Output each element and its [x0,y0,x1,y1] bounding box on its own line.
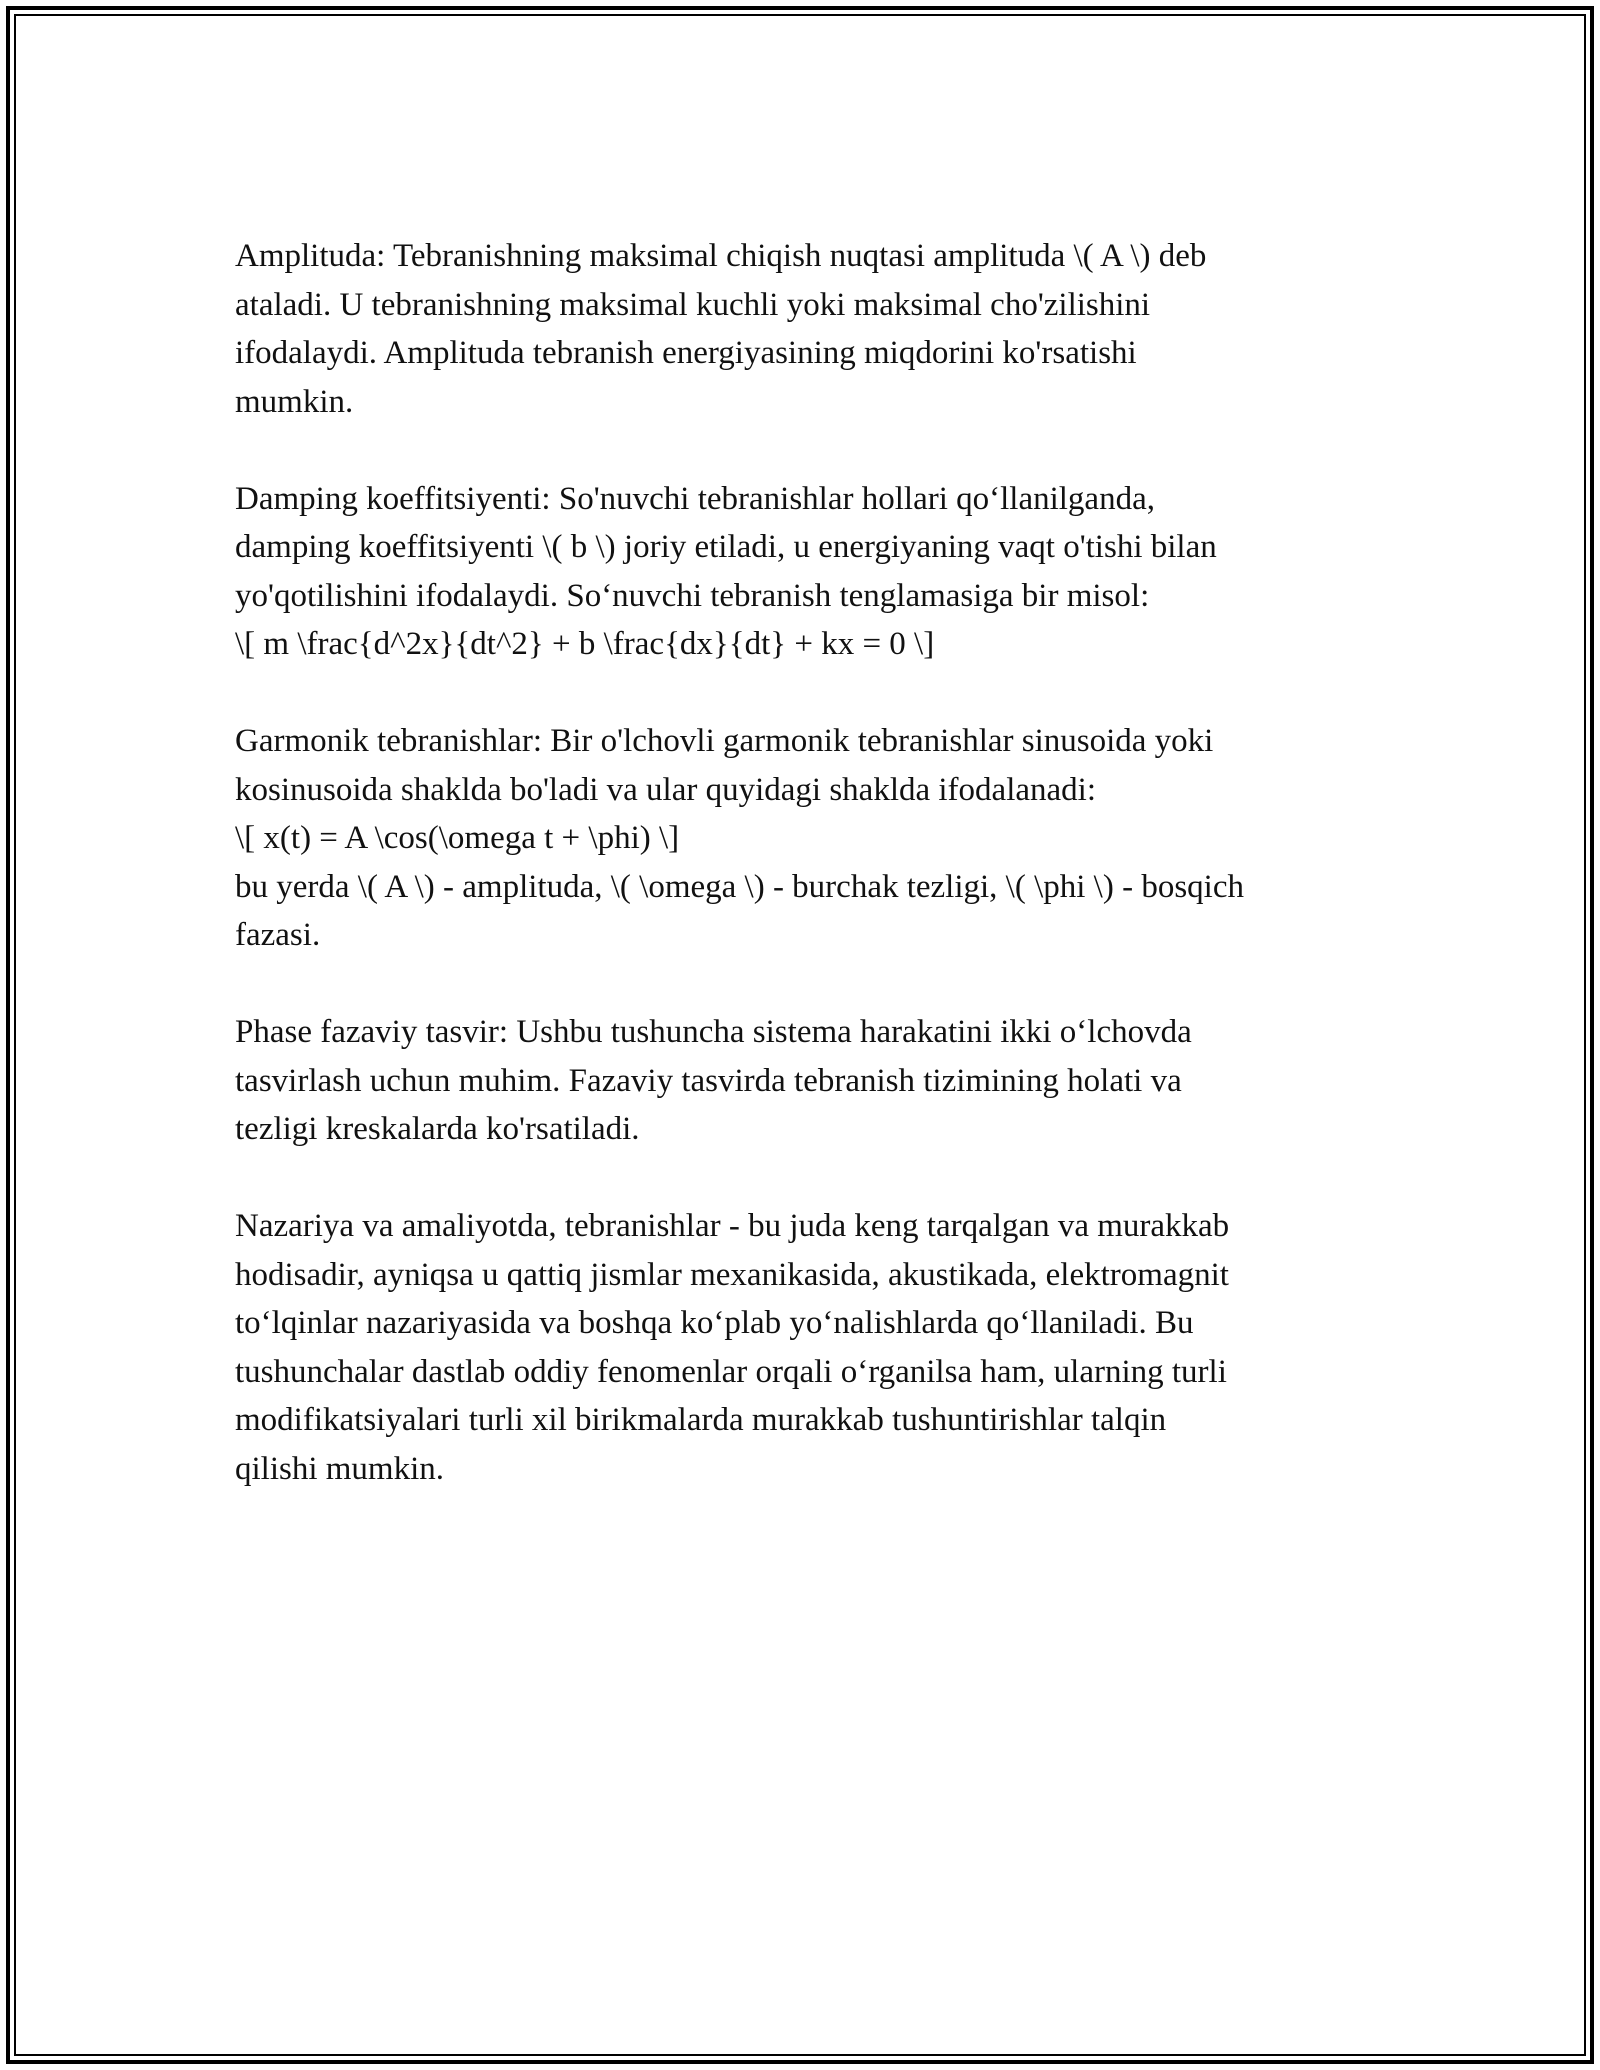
text-line: bu yerda \( A \) - amplituda, \( \omega \) - burchak tezligi, \( \phi \) - bosqich [235,868,1244,905]
text-line: damping koeffitsiyenti \( b \) joriy etiladi, u energiyaning vaqt o'tishi bilan [235,529,1217,565]
text-line: Amplituda: Tebranishning maksimal chiqish nuqtasi amplituda \( A \) deb [235,238,1207,274]
text-line: Garmonik tebranishlar: Bir o'lchovli garmonik tebranishlar sinusoida yoki [235,723,1214,759]
text-line: tezligi kreskalarda ko'rsatiladi. [235,1111,640,1147]
text-line: Nazariya va amaliyotda, tebranishlar - bu juda keng tarqalgan va murakkab [235,1208,1230,1244]
text-line: tasvirlash uchun muhim. Fazaviy tasvirda tebranish tizimining holati va [235,1062,1182,1099]
text-line: ataladi. U tebranishning maksimal kuchli yoki maksimal cho'zilishini [235,286,1151,323]
text-line: fazasi. [235,917,321,953]
paragraph-amplituda [235,232,1375,426]
equation-line: \[ x(t) = A \cos(\omega t + \phi) \] [235,820,680,856]
text-line: Phase fazaviy tasvir: Ushbu tushuncha sistema harakatini ikki o‘lchovda [235,1014,1192,1050]
paragraph-nazariya [235,1202,1375,1493]
paragraph-garmonik [235,717,1375,960]
text-line: to‘lqinlar nazariyasida va boshqa ko‘plab yo‘nalishlarda qo‘llaniladi. Bu [235,1305,1194,1341]
text-line: kosinusoida shaklda bo'ladi va ular quyidagi shaklda ifodalanadi: [235,771,1096,808]
text-line: Damping koeffitsiyenti: So'nuvchi tebranishlar hollari qo‘llanilganda, [235,480,1155,517]
text-line: yo'qotilishini ifodalaydi. So‘nuvchi tebranish tenglamasiga bir misol: [235,577,1150,614]
text-line: modifikatsiyalari turli xil birikmalarda murakkab tushuntirishlar talqin [235,1402,1167,1438]
text-line: mumkin. [235,383,354,420]
equation-line: \[ m \frac{d^2x}{dt^2} + b \frac{dx}{dt} + kx = 0 \] [235,626,935,662]
text-line: tushunchalar dastlab oddiy fenomenlar orqali o‘rganilsa ham, ularning turli [235,1353,1227,1390]
text-line: ifodalaydi. Amplituda tebranish energiyasining miqdorini ko'rsatishi [235,335,1137,371]
paragraph-phase [235,1008,1375,1154]
text-line: hodisadir, ayniqsa u qattiq jismlar mexanikasida, akustikada, elektromagnit [235,1256,1229,1293]
document-body [235,232,1375,1542]
text-line: qilishi mumkin. [235,1450,445,1487]
paragraph-damping [235,475,1375,669]
